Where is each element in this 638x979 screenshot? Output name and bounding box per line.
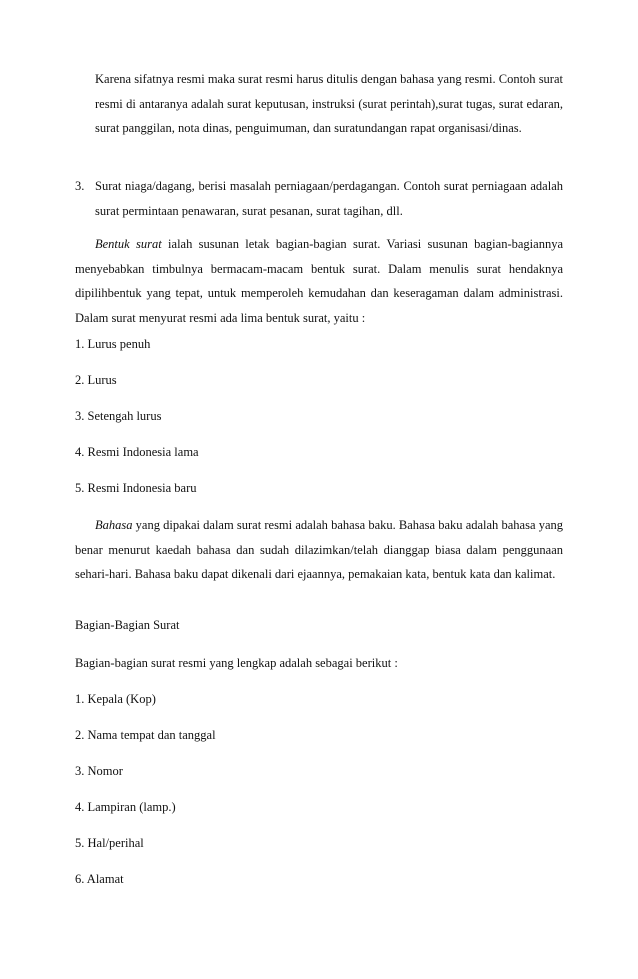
bentuk-item-2: 2. Lurus xyxy=(75,373,117,387)
term-bentuk-surat: Bentuk surat xyxy=(95,237,162,251)
bentuk-item-5: 5. Resmi Indonesia baru xyxy=(75,481,197,495)
paragraph-bahasa-text: yang dipakai dalam surat resmi adalah bahasa baku. Bahasa baku adalah bahasa yang benar menurut kaedah bahasa dan sudah dilazimkan/telah dianggap biasa dalam penggunaan sehari-hari. Bahasa baku dapat dikenali dari ejaannya, pemakaian kata, bentuk kata dan kalimat. xyxy=(75,518,563,581)
list-item-surat-niaga xyxy=(75,174,563,223)
bentuk-item-3: 3. Setengah lurus xyxy=(75,409,162,423)
paragraph-bahasa xyxy=(75,513,563,587)
paragraph-surat-resmi: Karena sifatnya resmi maka surat resmi harus ditulis dengan bahasa yang resmi. Contoh surat resmi di antaranya adalah surat keputusan, instruksi (surat perintah),surat tugas, surat edaran, surat panggilan, nota dinas, penguimuman, dan suratundangan rapat organisasi/dinas. xyxy=(95,72,563,135)
bentuk-item-1: 1. Lurus penuh xyxy=(75,337,151,351)
bagian-item-1: 1. Kepala (Kop) xyxy=(75,692,156,706)
bagian-item-6: 6. Alamat xyxy=(75,872,124,886)
paragraph-bentuk-text: ialah susunan letak bagian-bagian surat. Variasi susunan bagian-bagiannya menyebabkan timbulnya bermacam-macam bentuk surat. Dalam menulis surat hendaknya dipilihbentuk yang tepat, untuk memperoleh kemudahan dan keseragaman dalam administrasi. Dalam surat menyurat resmi ada lima bentuk surat, yaitu : xyxy=(75,237,563,325)
bagian-item-5: 5. Hal/perihal xyxy=(75,836,144,850)
bagian-item-4: 4. Lampiran (lamp.) xyxy=(75,800,176,814)
section-intro: Bagian-bagian surat resmi yang lengkap adalah sebagai berikut : xyxy=(75,656,398,670)
list-item-number: 3. xyxy=(75,179,85,193)
section-title: Bagian-Bagian Surat xyxy=(75,618,180,632)
bagian-item-3: 3. Nomor xyxy=(75,764,123,778)
bagian-item-2: 2. Nama tempat dan tanggal xyxy=(75,728,216,742)
paragraph-bentuk-surat xyxy=(75,232,563,330)
list-item-text: Surat niaga/dagang, berisi masalah perniagaan/perdagangan. Contoh surat perniagaan adalah surat permintaan penawaran, surat pesanan, surat tagihan, dll. xyxy=(95,179,563,218)
bentuk-item-4: 4. Resmi Indonesia lama xyxy=(75,445,199,459)
term-bahasa: Bahasa xyxy=(95,518,133,532)
